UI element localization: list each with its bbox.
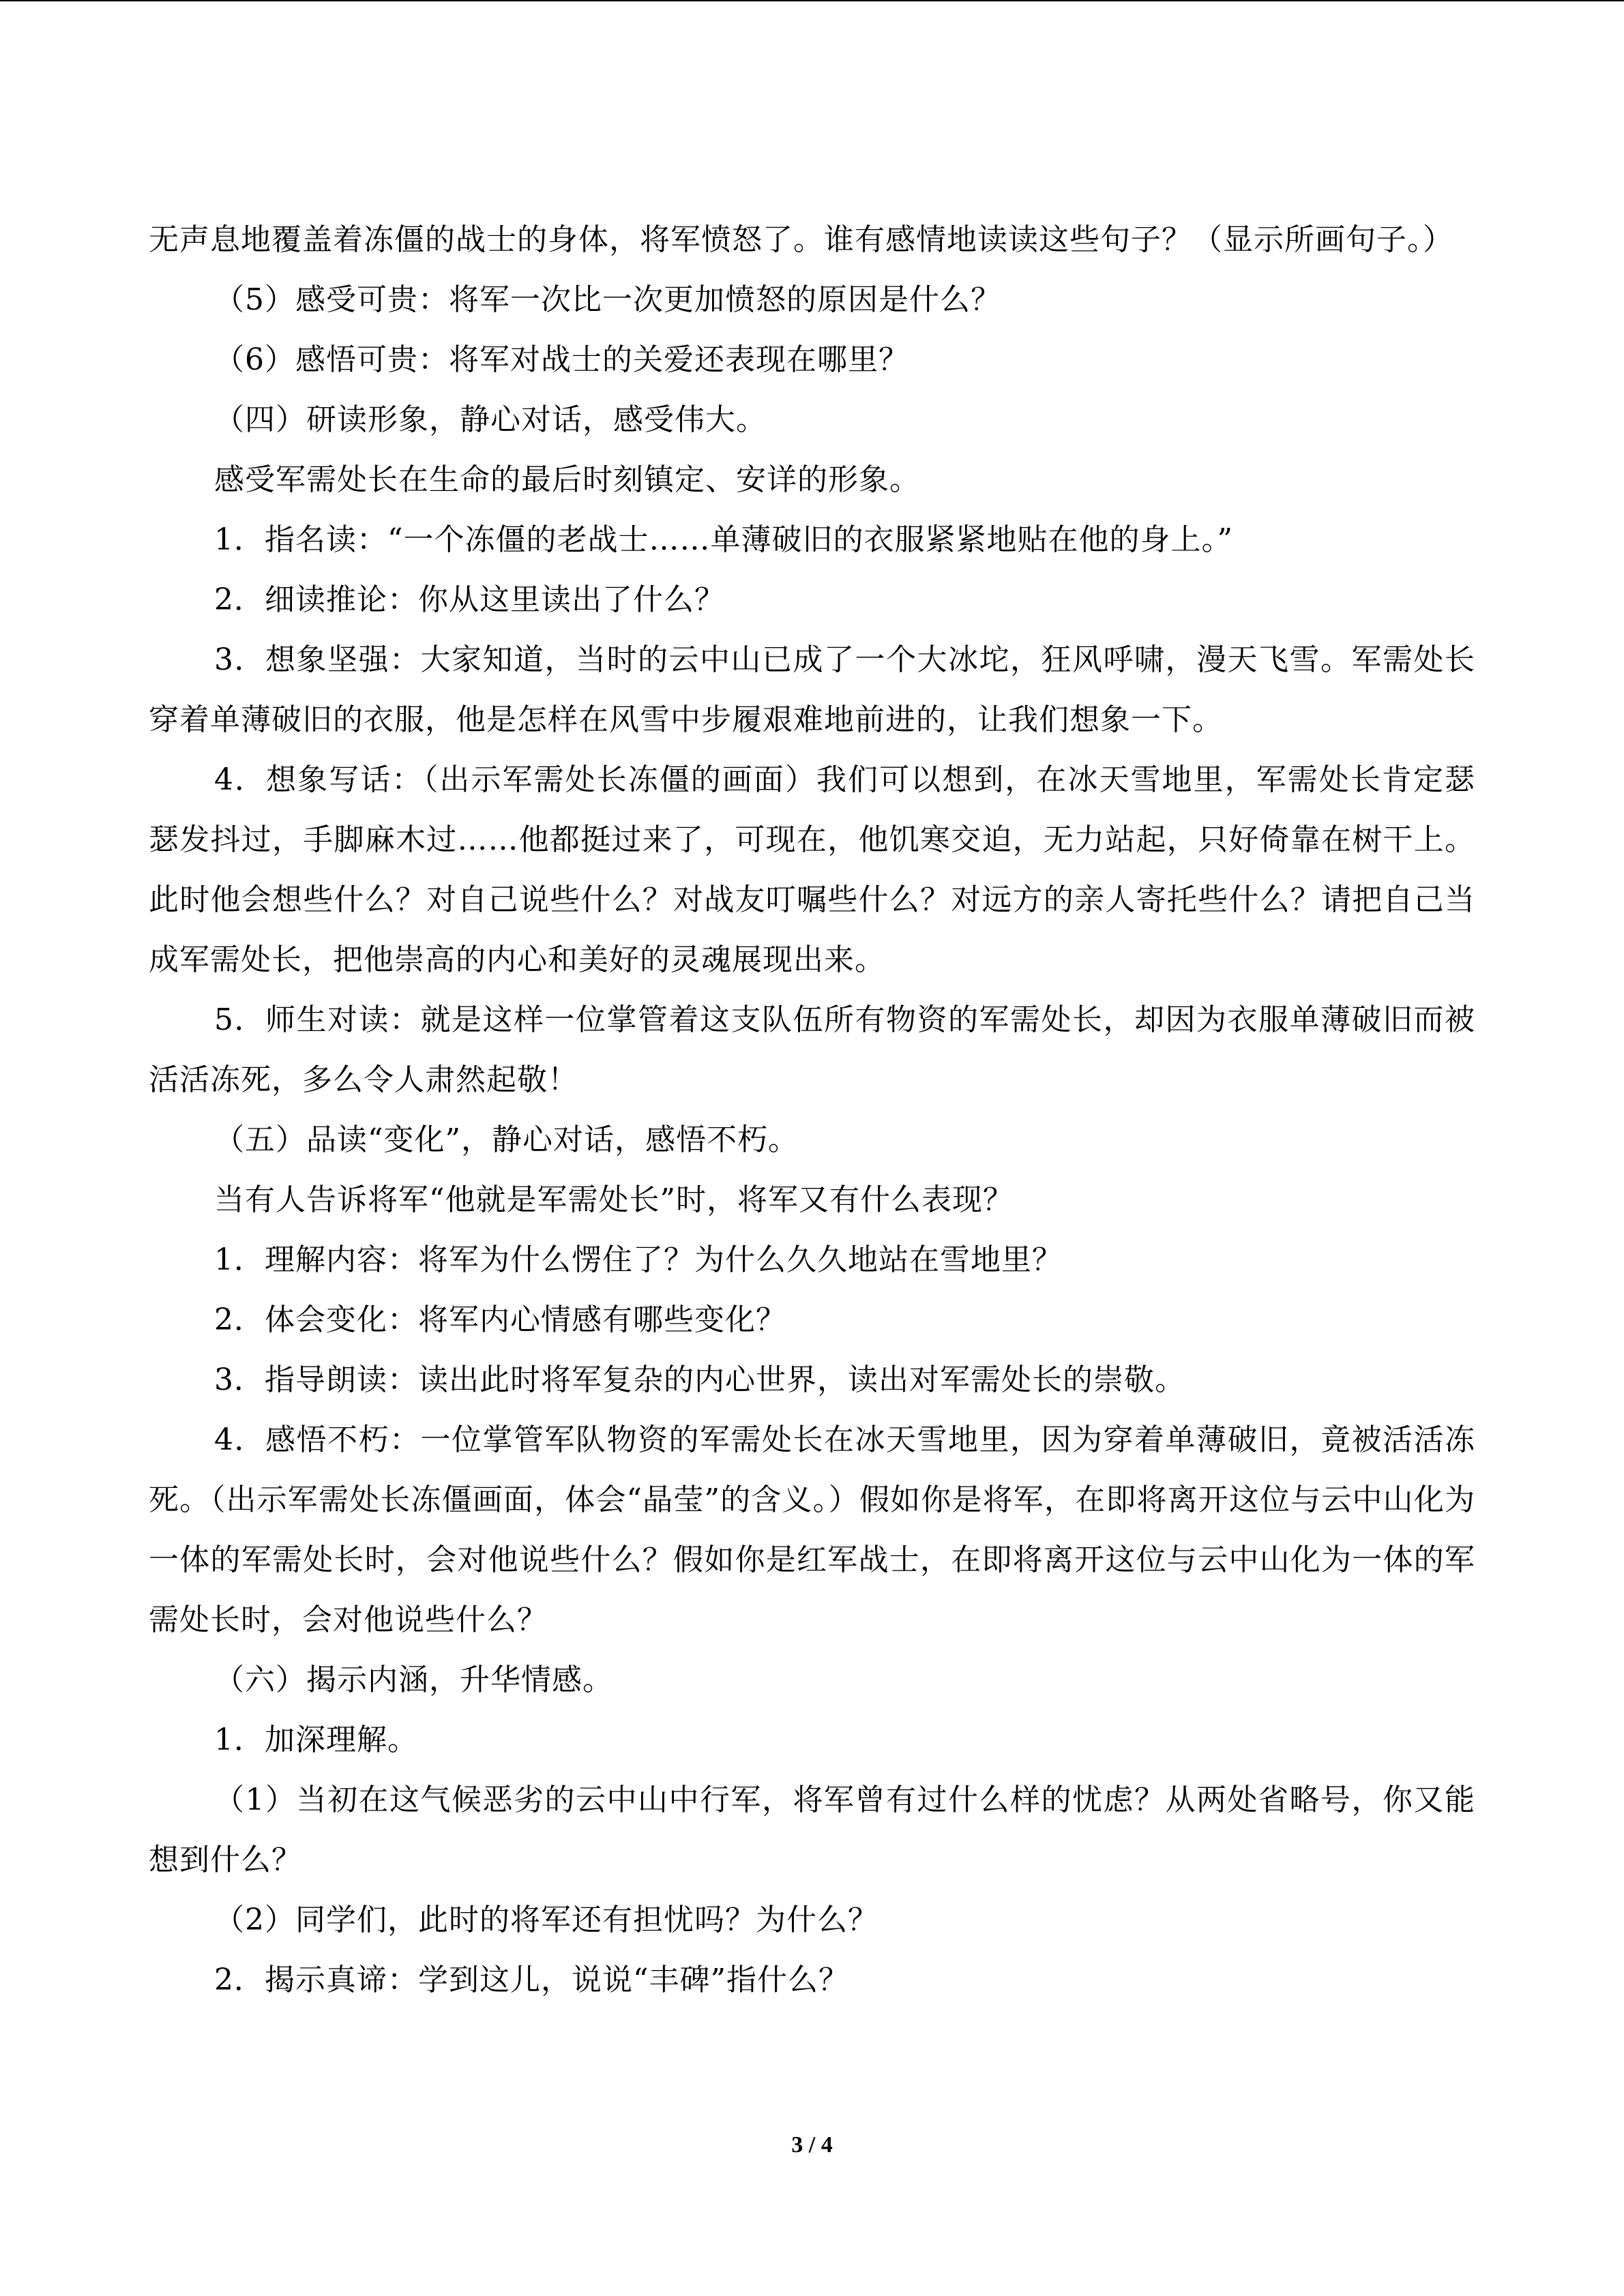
paragraph: 1．理解内容：将军为什么愣住了？为什么久久地站在雪地里？ — [214, 1242, 1063, 1277]
paragraph: 5．师生对读：就是这样一位掌管着这支队伍所有物资的军需处长，却因为衣服单薄破旧而被活活冻死，多么令人肃然起敬！ — [149, 1002, 1475, 1097]
paragraph: （6）感悟可贵：将军对战士的关爱还表现在哪里？ — [214, 342, 909, 377]
paragraph: （1）当初在这气候恶劣的云中山中行军，将军曾有过什么样的忧虑？从两处省略号，你又能想到什么？ — [149, 1783, 1475, 1877]
section-heading: （六）揭示内涵，升华情感。 — [214, 1663, 613, 1697]
paragraph: （5）感受可贵：将军一次比一次更加愤怒的原因是什么？ — [214, 282, 1001, 317]
paragraph: 3．指导朗读：读出此时将军复杂的内心世界，读出对军需处长的崇敬。 — [214, 1362, 1185, 1397]
section-heading: （五）品读“变化”，静心对话，感悟不朽。 — [214, 1122, 799, 1157]
section-heading: （四）研读形象，静心对话，感受伟大。 — [214, 402, 767, 437]
paragraph: 当有人告诉将军“他就是军需处长”时，将军又有什么表现？ — [214, 1182, 1014, 1217]
paragraph: 2．揭示真谛：学到这儿，说说“丰碑”指什么？ — [214, 1963, 849, 1997]
paragraph: 3．想象坚强：大家知道，当时的云中山已成了一个大冰坨，狂风呼啸，漫天飞雪。军需处长穿着单薄破旧的衣服，他是怎样在风雪中步履艰难地前进的，让我们想象一下。 — [149, 642, 1475, 737]
document-body — [149, 210, 1475, 2010]
paragraph: 感受军需处长在生命的最后时刻镇定、安详的形象。 — [214, 462, 920, 497]
page-number: 3 / 4 — [791, 2132, 833, 2158]
paragraph: 1．指名读：“一个冻僵的老战士……单薄破旧的衣服紧紧地贴在他的身上。” — [214, 522, 1233, 557]
paragraph: （2）同学们，此时的将军还有担忧吗？为什么？ — [214, 1903, 879, 1937]
paragraph: 2．细读推论：你从这里读出了什么？ — [214, 582, 725, 617]
paragraph: 4．感悟不朽：一位掌管军队物资的军需处长在冰天雪地里，因为穿着单薄破旧，竟被活活冻死。（出示军需处长冻僵画面，体会“晶莹”的含义。）假如你是将军，在即将离开这位与云中山化为一体的军需处长时，会对他说些什么？假如你是红军战士，在即将离开这位与云中山化为一体的军需处长时，会对他说些什么？ — [149, 1422, 1475, 1637]
paragraph: 4．想象写话：（出示军需处长冻僵的画面）我们可以想到，在冰天雪地里，军需处长肯定瑟瑟发抖过，手脚麻木过……他都挺过来了，可现在，他饥寒交迫，无力站起，只好倚靠在树干上。此时他会想些什么？对自己说些什么？对战友叮嘱些什么？对远方的亲人寄托些什么？请把自己当成军需处长，把他崇高的内心和美好的灵魂展现出来。 — [149, 762, 1475, 977]
paragraph: 1．加深理解。 — [214, 1723, 418, 1757]
paragraph-continuation: 无声息地覆盖着冻僵的战士的身体，将军愤怒了。谁有感情地读读这些句子？（显示所画句子。） — [149, 222, 1453, 257]
top-rule — [0, 0, 1624, 1]
paragraph: 2．体会变化：将军内心情感有哪些变化？ — [214, 1302, 786, 1337]
